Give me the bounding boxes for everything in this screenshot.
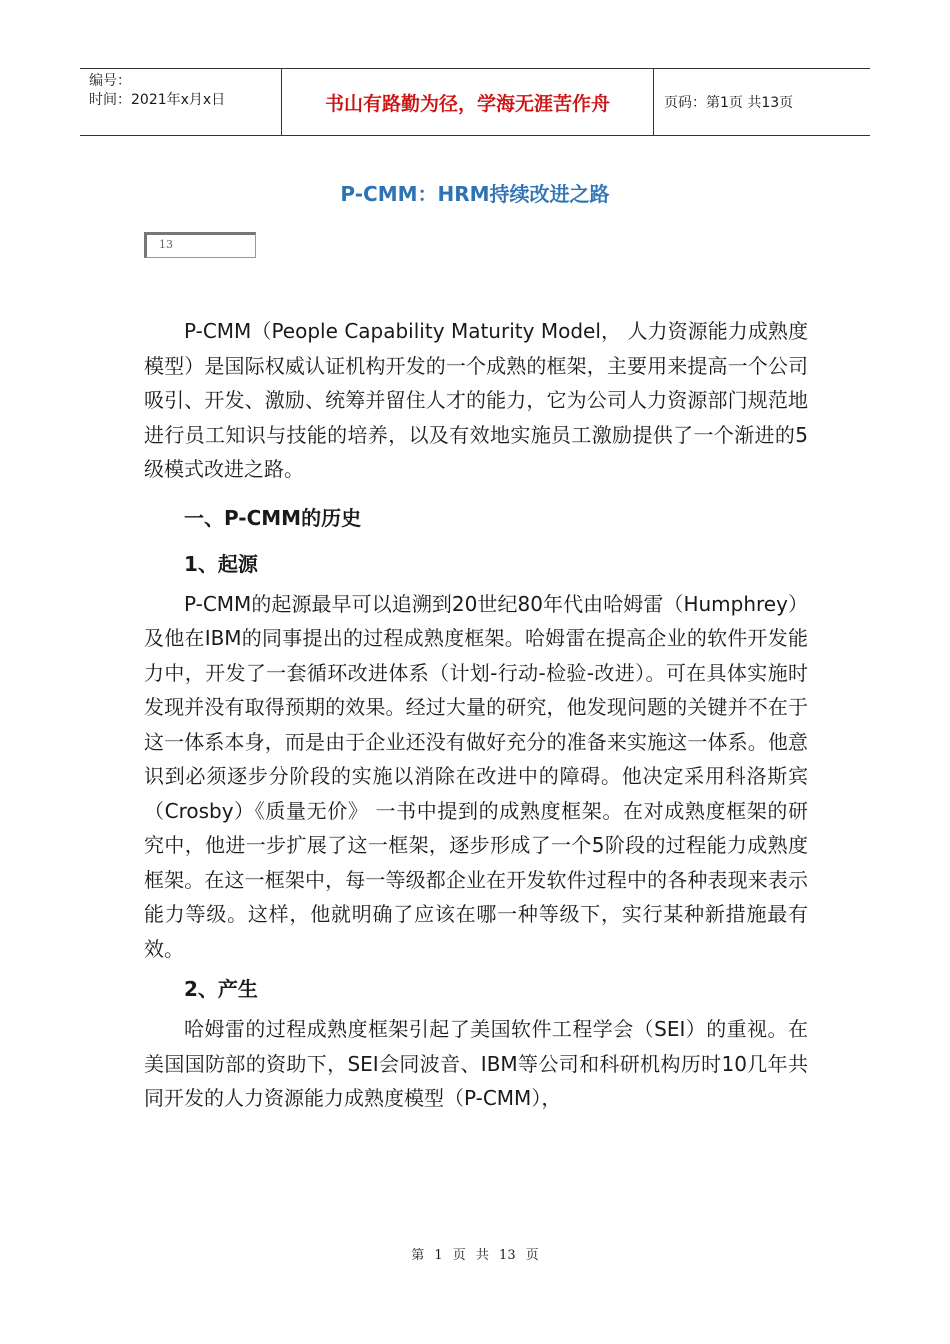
intro-paragraph: P-CMM（People Capability Maturity Model， 人力资源能力成熟度模型）是国际权威认证机构开发的一个成熟的框架，主要用来提高一个公司吸引、开发、激励、统筹并留住人才的能力，它为公司人力资源部门规范地进行员工知识与技能的培养，以及有效地实施员工激励提供了一个渐进的5级模式改进之路。 <box>144 319 808 481</box>
origin-paragraph: P-CMM的起源最早可以追溯到20世纪80年代由哈姆雷（Humphrey）及他在IBM的同事提出的过程成熟度框架。哈姆雷在提高企业的软件开发能力中，开发了一套循环改进体系（计划-行动-检验-改进）。可在具体实施时发现并没有取得预期的效果。经过大量的研究，他发现问题的关键并不在于这一体系本身，而是由于企业还没有做好充分的准备来实施这一体系。他意识到必须逐步分阶段的实施以消除在改进中的障碍。他决定采用科洛斯宾（Crosby）《质量无价》 一书中提到的成熟度框架。在对成熟度框架的研究中，他进一步扩展了这一框架，逐步形成了一个5阶段的过程能力成熟度框架。在这一框架中，每一等级都企业在开发软件过程中的各种表现来表示能力等级。这样，他就明确了应该在哪一种等级下，实行某种新措施最有效。 <box>144 591 808 961</box>
subsection-heading-emergence: 2、产生 <box>184 977 258 1001</box>
subsection-heading-origin: 1、起源 <box>184 551 258 576</box>
page-footer: 第 1 页 共 13 页 <box>411 1248 539 1263</box>
header-motto: 书山有路勤为径，学海无涯苦作舟 <box>282 69 654 135</box>
header-table <box>80 68 870 136</box>
emergence-paragraph: 哈姆雷的过程成熟度框架引起了美国软件工程学会（SEI）的重视。在美国国防部的资助下，SEI会同波音、IBM等公司和科研机构历时10几年共同开发的人力资源能力成熟度模型（P-CMM）， <box>144 1017 808 1110</box>
date-label: 时间：2021年x月x日 <box>89 92 226 108</box>
header-page-info: 页码：第1页 共13页 <box>664 95 794 111</box>
document-title: P-CMM：HRM持续改进之路 <box>340 182 610 206</box>
section-heading-history: 一、P-CMM的历史 <box>184 505 362 530</box>
document-body <box>144 314 808 1116</box>
header-meta-cell <box>80 69 282 135</box>
number-box: 13 <box>144 232 256 258</box>
number-label: 编号： <box>89 73 131 89</box>
